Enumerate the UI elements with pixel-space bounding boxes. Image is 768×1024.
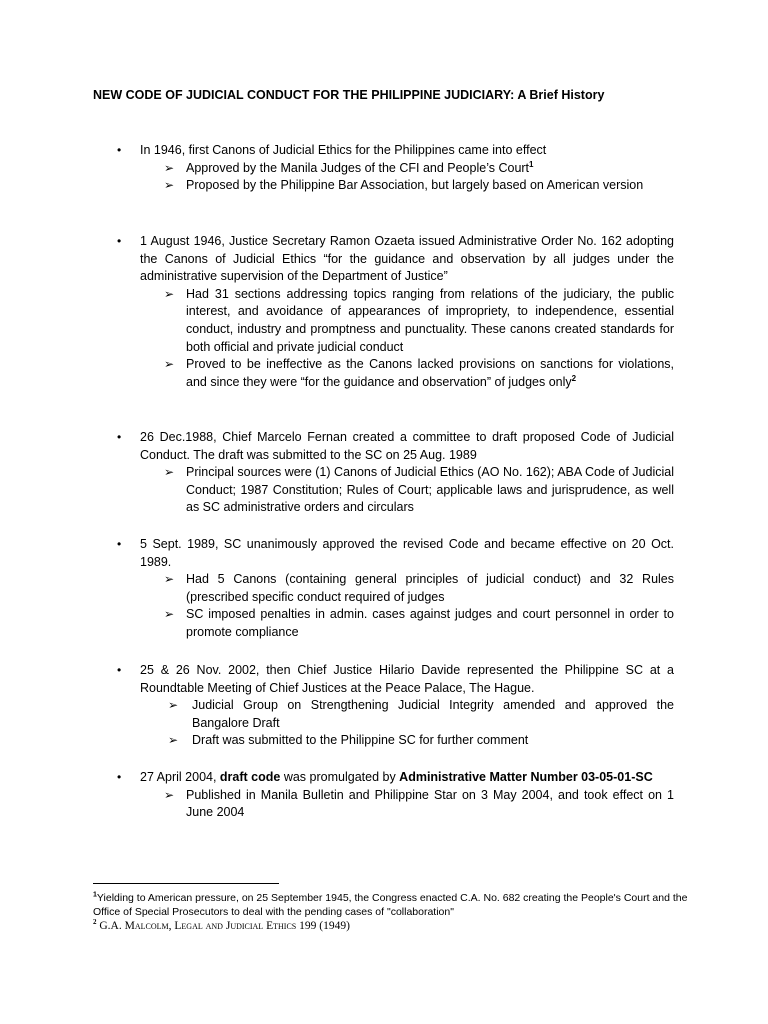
arrow-bullet-icon: ➢: [164, 465, 175, 480]
title-main: NEW CODE OF JUDICIAL CONDUCT FOR THE PHILIPPINE JUDICIARY:: [93, 88, 515, 102]
history-item-2004: [117, 769, 674, 822]
history-item-1988: [117, 429, 674, 517]
arrow-bullet-icon: ➢: [168, 698, 179, 713]
bullet-icon: •: [117, 537, 122, 551]
footnote-ref-1[interactable]: 1: [529, 159, 534, 169]
bullet-text-bold: Administrative Matter Number 03-05-01-SC: [399, 770, 653, 784]
sub-item: [164, 159, 674, 178]
sub-list: [117, 160, 674, 195]
history-item-1946: [117, 142, 674, 195]
footnote-text: alcolm: [134, 920, 169, 932]
sub-item: [164, 571, 674, 606]
sub-item-text: Published in Manila Bulletin and Philippine Star on 3 May 2004, and took effect on 1 June 2004: [186, 787, 674, 820]
bullet-icon: •: [117, 143, 122, 157]
sub-list: [117, 787, 674, 822]
history-item-2002: [117, 662, 674, 750]
bullet-row: [117, 769, 674, 787]
footnote-text: 199 (1949): [296, 920, 350, 932]
sub-list: [117, 286, 674, 392]
footnote-text: E: [263, 920, 274, 932]
bullet-text: 25 & 26 Nov. 2002, then Chief Justice Hilario Davide represented the Philippine SC at a Roundtable Meeting of Chief Justices at the Peace Palace, The Hague.: [140, 663, 674, 695]
sub-item-text: Draft was submitted to the Philippine SC for further comment: [192, 733, 529, 748]
sub-item: [168, 732, 674, 750]
sub-item-text: Had 31 sections addressing topics ranging from relations of the judiciary, the public interest, and avoidance of appearances of impropriety, to independence, essential conduct, industry and promptness and punctuality. These canons created standards for both official and private judicial conduct: [186, 286, 674, 354]
footnote-text: G.A. M: [99, 920, 135, 932]
sub-list: [117, 464, 674, 517]
document-title: [93, 88, 604, 102]
sub-item: [164, 464, 674, 517]
bullet-icon: •: [117, 770, 122, 784]
footnote-mark: 1: [93, 891, 97, 899]
bullet-text: 26 Dec.1988, Chief Marcelo Fernan created a committee to draft proposed Code of Judicial Conduct. The draft was submitted to the SC on 25 Aug. 1989: [140, 430, 674, 462]
bullet-row: [117, 662, 674, 697]
sub-list: [117, 571, 674, 641]
footnote-text: udicial: [230, 920, 264, 932]
bullet-row: [117, 536, 674, 571]
bullet-icon: •: [117, 234, 122, 248]
history-item-1-aug-1946: [117, 233, 674, 391]
footnote-text: Yielding to American pressure, on 25 September 1945, the Congress enacted C.A. No. 682 creating the People's Court and the Office of Special Prosecutors to deal with the pending cases of "collaboration": [93, 892, 688, 918]
sub-item: [164, 177, 674, 195]
sub-item: [164, 286, 674, 356]
bullet-row: [117, 429, 674, 464]
bullet-text: 1 August 1946, Justice Secretary Ramon Ozaeta issued Administrative Order No. 162 adopting the Canons of Judicial Ethics “for the guidance and observation by all judges under the administrative supervision of the Department of Justice”: [140, 234, 674, 284]
bullet-text-bold: draft code: [219, 770, 281, 784]
bullet-text: In 1946, first Canons of Judicial Ethics for the Philippines came into effect: [140, 143, 547, 157]
footnote-2: [93, 919, 693, 933]
sub-item: [168, 697, 674, 732]
sub-item: [164, 787, 674, 822]
footnote-text: egal and: [181, 920, 223, 932]
title-subtitle: A Brief History: [517, 88, 605, 102]
sub-item-text: Judicial Group on Strengthening Judicial Integrity amended and approved the Bangalore Draft: [192, 698, 674, 730]
sub-list: [117, 697, 674, 750]
bullet-text-pre: 27 April 2004,: [140, 770, 220, 784]
footnote-text: J: [222, 920, 231, 932]
bullet-text-mid: was promulgated by: [280, 770, 400, 784]
footnote-ref-2[interactable]: 2: [571, 373, 577, 383]
sub-item-text: Proved to be ineffective as the Canons lacked provisions on sanctions for violations, and since they were “for the guidance and observation” of judges only: [186, 357, 674, 389]
sub-item-text: SC imposed penalties in admin. cases against judges and court personnel in order to promote compliance: [186, 607, 674, 639]
footnote-text: , L: [168, 920, 182, 932]
arrow-bullet-icon: ➢: [164, 572, 175, 587]
arrow-bullet-icon: ➢: [164, 607, 175, 622]
footnote-text: thics: [273, 920, 297, 932]
sub-item-text: Proposed by the Philippine Bar Association, but largely based on American version: [186, 178, 644, 193]
bullet-text: 5 Sept. 1989, SC unanimously approved the revised Code and became effective on 20 Oct. 1989.: [140, 537, 674, 569]
arrow-bullet-icon: ➢: [164, 787, 175, 802]
arrow-bullet-icon: ➢: [164, 178, 175, 193]
sub-item: [164, 606, 674, 641]
sub-item-text: Principal sources were (1) Canons of Judicial Ethics (AO No. 162); ABA Code of Judicial Conduct; 1987 Constitution; Rules of Court; applicable laws and jurisprudence, as well as SC administrative orders and circulars: [186, 465, 674, 515]
arrow-bullet-icon: ➢: [164, 160, 175, 175]
footnote-mark: 2: [93, 918, 97, 927]
footnote-1: [93, 891, 693, 919]
sub-item-text: Had 5 Canons (containing general principles of judicial conduct) and 32 Rules (prescribed specific conduct required of judges: [186, 572, 674, 604]
footnote-divider: [93, 883, 279, 884]
sub-item-text: Approved by the Manila Judges of the CFI and People’s Court: [186, 160, 530, 175]
bullet-row: [117, 142, 674, 160]
history-item-1989: [117, 536, 674, 642]
sub-item: [164, 356, 674, 391]
bullet-icon: •: [117, 663, 122, 677]
arrow-bullet-icon: ➢: [168, 733, 179, 748]
arrow-bullet-icon: ➢: [164, 357, 175, 372]
bullet-row: [117, 233, 674, 286]
arrow-bullet-icon: ➢: [164, 286, 175, 301]
bullet-icon: •: [117, 430, 122, 444]
